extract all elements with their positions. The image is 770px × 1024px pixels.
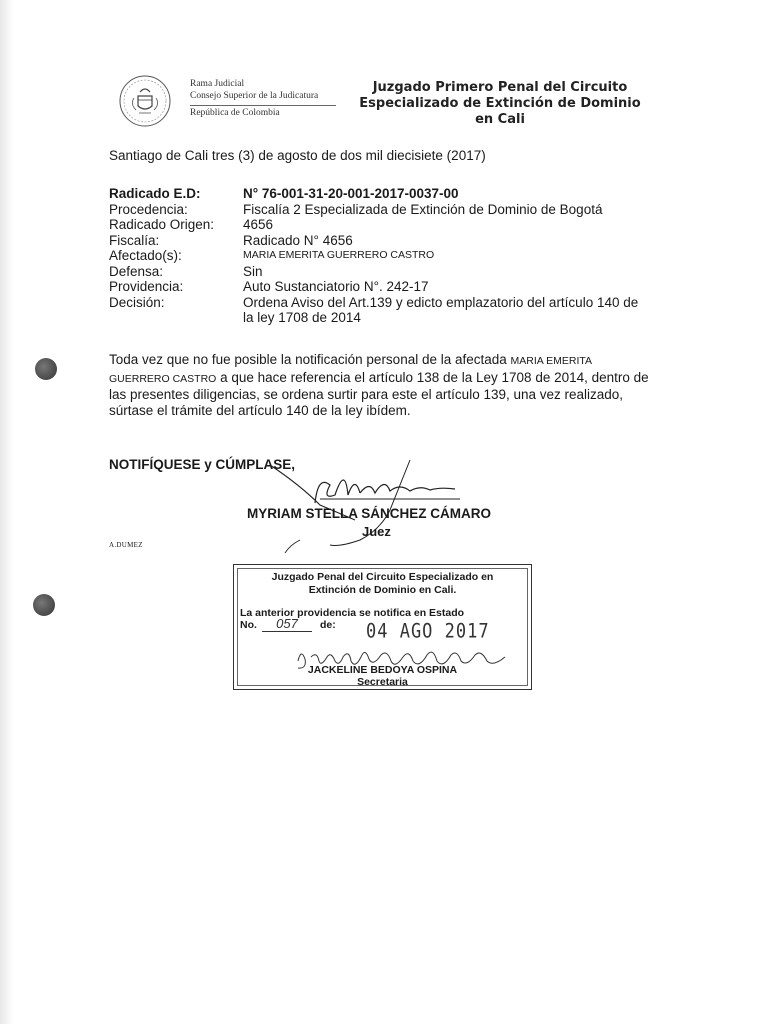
case-info-label: Afectado(s): xyxy=(109,248,182,263)
case-info-row xyxy=(109,186,648,202)
notification-stamp xyxy=(233,564,532,690)
secretary-role: Secretaria xyxy=(357,676,408,688)
org-line-2: Consejo Superior de la Judicatura xyxy=(190,90,319,101)
stamp-de-label: de: xyxy=(320,619,336,631)
case-info-value: N° 76-001-31-20-001-2017-0037-00 xyxy=(243,186,459,201)
judge-signature xyxy=(260,455,500,555)
date-line: Santiago de Cali tres (3) de agosto de dos mil diecisiete (2017) xyxy=(109,148,486,163)
judge-role: Juez xyxy=(362,524,391,539)
logo-divider xyxy=(190,105,336,106)
body-text-part-2: a que hace referencia el artículo 138 de la Ley 1708 de 2014, dentro de las presentes diligencias, se ordena surtir para este el artículo 139, una vez realizado, súrtase el trámite del artículo 140 de la ley ibídem. xyxy=(109,369,649,418)
case-info-value: Fiscalía 2 Especializada de Extinción de Dominio de Bogotá xyxy=(243,201,603,217)
case-info-value: Radicado N° 4656 xyxy=(243,232,353,248)
judicial-branch-logo-text xyxy=(190,79,350,120)
case-info-label: Providencia: xyxy=(109,279,184,294)
case-info-row xyxy=(109,279,648,295)
case-info-row xyxy=(109,295,648,326)
stamp-date: 04 AGO 2017 xyxy=(366,620,490,643)
judge-name: MYRIAM STELLA SÁNCHEZ CÁMARO xyxy=(247,506,491,521)
stamp-title xyxy=(238,571,527,596)
body-paragraph xyxy=(109,352,649,418)
body-text-part-1: Toda vez que no fue posible la notificación personal de la afectada xyxy=(109,352,511,367)
org-line-3: República de Colombia xyxy=(190,108,280,118)
stamp-no-label: No. xyxy=(240,619,257,631)
stamp-estado-number: 057 xyxy=(262,617,312,632)
case-info-row xyxy=(109,233,648,249)
scan-edge-shadow xyxy=(0,0,14,1024)
case-info-value: Sin xyxy=(243,263,263,279)
case-info-label: Defensa: xyxy=(109,263,164,279)
case-info-row xyxy=(109,202,648,218)
stamp-notice-line: La anterior providencia se notifica en Estado xyxy=(240,607,465,619)
colombia-coat-of-arms-icon xyxy=(118,74,172,128)
case-info-table xyxy=(109,186,648,326)
punch-hole-bottom xyxy=(33,594,55,616)
case-info-row xyxy=(109,217,648,233)
case-info-value: 4656 xyxy=(243,217,274,232)
court-title-line-1: Juzgado Primero Penal del Circuito xyxy=(372,80,628,95)
case-info-value: MARIA EMERITA GUERRERO CASTRO xyxy=(243,249,435,261)
case-info-row xyxy=(109,248,648,264)
case-info-value: Ordena Aviso del Art.139 y edicto emplazatorio del artículo 140 de la ley 1708 de 2014 xyxy=(243,294,639,325)
notify-line: NOTIFÍQUESE y CÚMPLASE, xyxy=(109,457,296,472)
case-info-label: Fiscalía: xyxy=(109,232,160,248)
stamp-title-line-2: Extinción de Dominio en Cali. xyxy=(308,583,457,596)
clerk-initials: A.DUMEZ xyxy=(109,541,143,549)
case-info-label: Radicado E.D: xyxy=(109,186,201,201)
case-info-label: Radicado Origen: xyxy=(109,217,215,232)
stamp-title-line-1: Juzgado Penal del Circuito Especializado en xyxy=(271,571,494,583)
court-title-line-3: en Cali xyxy=(475,112,525,127)
case-info-row xyxy=(109,264,648,280)
affected-name: MARIA EMERITA GUERRERO CASTRO xyxy=(109,355,592,385)
case-info-value: Auto Sustanciatorio N°. 242-17 xyxy=(243,279,429,294)
stamp-inner-border xyxy=(237,568,528,686)
punch-hole-top xyxy=(35,358,57,380)
court-title xyxy=(350,80,650,128)
court-title-line-2: Especializado de Extinción de Dominio xyxy=(359,96,641,111)
org-line-1: Rama Judicial xyxy=(190,79,245,89)
case-info-label: Decisión: xyxy=(109,294,165,310)
case-info-label: Procedencia: xyxy=(109,201,188,217)
secretary-name: JACKELINE BEDOYA OSPINA xyxy=(307,664,458,676)
